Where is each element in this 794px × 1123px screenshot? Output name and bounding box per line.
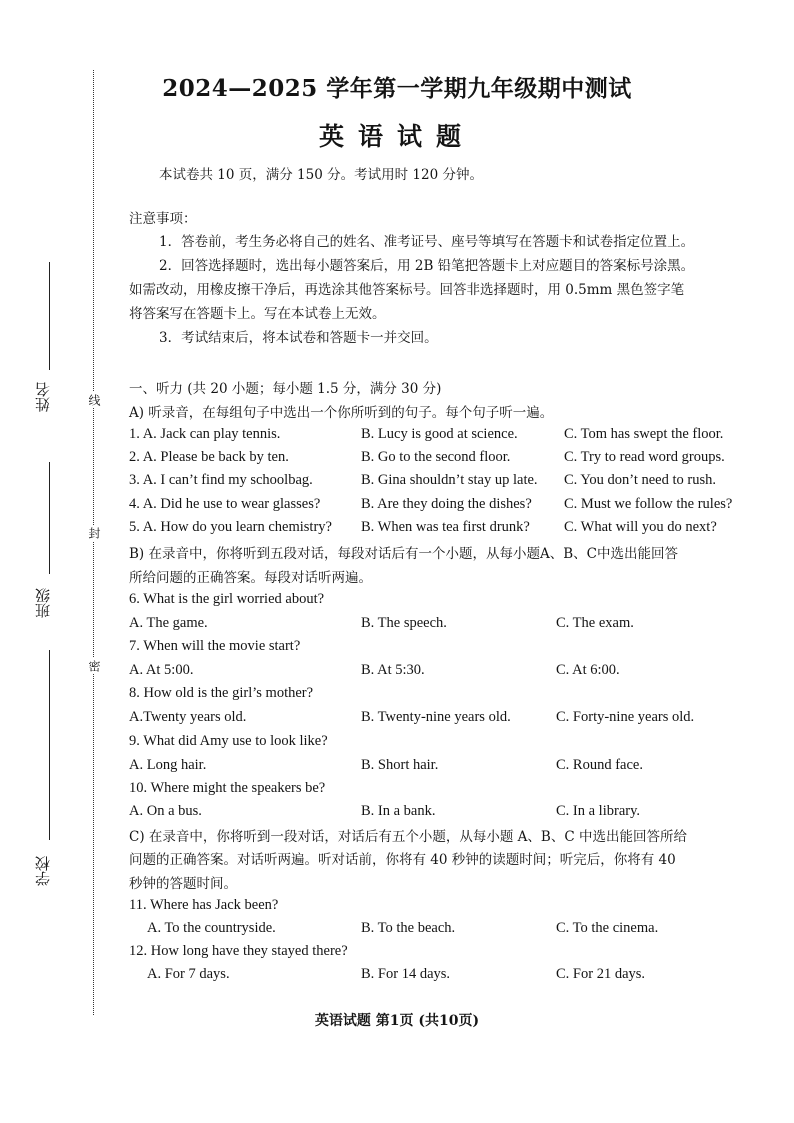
q4-option-a: 4. A. Did he use to wear glasses? — [129, 496, 321, 512]
q11-option-c: C. To the cinema. — [556, 920, 659, 936]
q1-option-b: B. Lucy is good at science. — [361, 426, 518, 442]
q9-option-c: C. Round face. — [556, 757, 643, 773]
q7-option-b: B. At 5:30. — [361, 662, 425, 678]
part-b-instructions-line-1: B) 在录音中，你将听到五段对话，每段对话后有一个小题，从每小题A、B、C中选出能回答 — [129, 546, 678, 562]
q1-option-a: 1. A. Jack can play tennis. — [129, 426, 281, 442]
q9-option-b: B. Short hair. — [361, 757, 439, 773]
note-1: 1．答卷前，考生务必将自己的姓名、准考证号、座号等填写在答题卡和试卷指定位置上。 — [159, 234, 695, 250]
page-footer: 英语试题 第1页 (共10页) — [314, 1013, 480, 1029]
q1-option-c: C. Tom has swept the floor. — [564, 426, 724, 442]
q8-option-a: A.Twenty years old. — [129, 709, 247, 725]
q10-option-a: A. On a bus. — [129, 803, 202, 819]
q3-option-b: B. Gina shouldn’t stay up late. — [361, 472, 538, 488]
q4-option-c: C. Must we follow the rules? — [564, 496, 733, 512]
q8-option-c: C. Forty-nine years old. — [556, 709, 695, 725]
q10-question: 10. Where might the speakers be? — [129, 780, 326, 796]
q11-question: 11. Where has Jack been? — [129, 897, 279, 913]
q2-option-b: B. Go to the second floor. — [361, 449, 511, 465]
binding-mark-mi: 密 — [87, 660, 101, 672]
q3-option-a: 3. A. I can’t find my schoolbag. — [129, 472, 313, 488]
q9-option-a: A. Long hair. — [129, 757, 207, 773]
q5-option-a: 5. A. How do you learn chemistry? — [129, 519, 332, 535]
q2-option-c: C. Try to read word groups. — [564, 449, 725, 465]
part-a-instructions: A) 听录音，在每组句子中选出一个你所听到的句子。每个句子听一遍。 — [129, 405, 554, 421]
part-b-instructions-line-2: 所给问题的正确答案。每段对话听两遍。 — [129, 570, 372, 586]
binding-mark-feng: 封 — [87, 527, 101, 539]
name-label: 姓名 — [34, 382, 52, 412]
q6-question: 6. What is the girl worried about? — [129, 591, 325, 607]
q11-option-b: B. To the beach. — [361, 920, 456, 936]
q10-option-b: B. In a bank. — [361, 803, 436, 819]
part-c-instructions-line-3: 秒钟的答题时间。 — [129, 876, 237, 892]
note-2-line-2: 如需改动，用橡皮擦干净后，再选涂其他答案标号。回答非选择题时，用 0.5mm 黑色签字笔 — [129, 282, 685, 298]
school-label: 学校 — [34, 856, 52, 886]
q7-option-a: A. At 5:00. — [129, 662, 194, 678]
q10-option-c: C. In a library. — [556, 803, 641, 819]
exam-info: 本试卷共 10 页，满分 150 分。考试用时 120 分钟。 — [159, 167, 483, 183]
name-blank-line — [49, 262, 50, 370]
q9-question: 9. What did Amy use to look like? — [129, 733, 328, 749]
part-c-instructions-line-2: 问题的正确答案。对话听两遍。听对话前，你将有 40 秒钟的读题时间；听完后，你将有 40 — [129, 852, 676, 868]
q12-question: 12. How long have they stayed there? — [129, 943, 348, 959]
q5-option-b: B. When was tea first drunk? — [361, 519, 530, 535]
q6-option-b: B. The speech. — [361, 615, 447, 631]
binding-dotted-line — [93, 70, 94, 1015]
part-c-instructions-line-1: C) 在录音中，你将听到一段对话，对话后有五个小题，从每小题 A、B、C 中选出能回答所给 — [129, 829, 687, 845]
q6-option-c: C. The exam. — [556, 615, 634, 631]
q4-option-b: B. Are they doing the dishes? — [361, 496, 532, 512]
q8-question: 8. How old is the girl’s mother? — [129, 685, 314, 701]
q12-option-b: B. For 14 days. — [361, 966, 451, 982]
exam-title: 2024—2025 学年第一学期九年级期中测试 — [162, 75, 632, 102]
class-blank-line — [49, 462, 50, 574]
q6-option-a: A. The game. — [129, 615, 208, 631]
exam-subtitle: 英语试题 — [318, 122, 475, 151]
q12-option-a: A. For 7 days. — [147, 966, 230, 982]
section-heading: 一、听力 (共 20 小题；每小题 1.5 分，满分 30 分) — [129, 381, 442, 397]
q7-option-c: C. At 6:00. — [556, 662, 620, 678]
note-3: 3．考试结束后，将本试卷和答题卡一并交回。 — [159, 330, 438, 346]
q11-option-a: A. To the countryside. — [147, 920, 276, 936]
q5-option-c: C. What will you do next? — [564, 519, 717, 535]
school-blank-line — [49, 650, 50, 840]
q7-question: 7. When will the movie start? — [129, 638, 301, 654]
q3-option-c: C. You don’t need to rush. — [564, 472, 716, 488]
q8-option-b: B. Twenty-nine years old. — [361, 709, 511, 725]
note-2-line-1: 2．回答选择题时，选出每小题答案后，用 2B 铅笔把答题卡上对应题目的答案标号涂黑。 — [159, 258, 695, 274]
q12-option-c: C. For 21 days. — [556, 966, 646, 982]
note-2-line-3: 将答案写在答题卡上。写在本试卷上无效。 — [129, 306, 386, 322]
notes-heading: 注意事项： — [129, 211, 197, 227]
q2-option-a: 2. A. Please be back by ten. — [129, 449, 289, 465]
class-label: 班级 — [34, 588, 52, 618]
binding-mark-xian: 线 — [87, 394, 101, 406]
